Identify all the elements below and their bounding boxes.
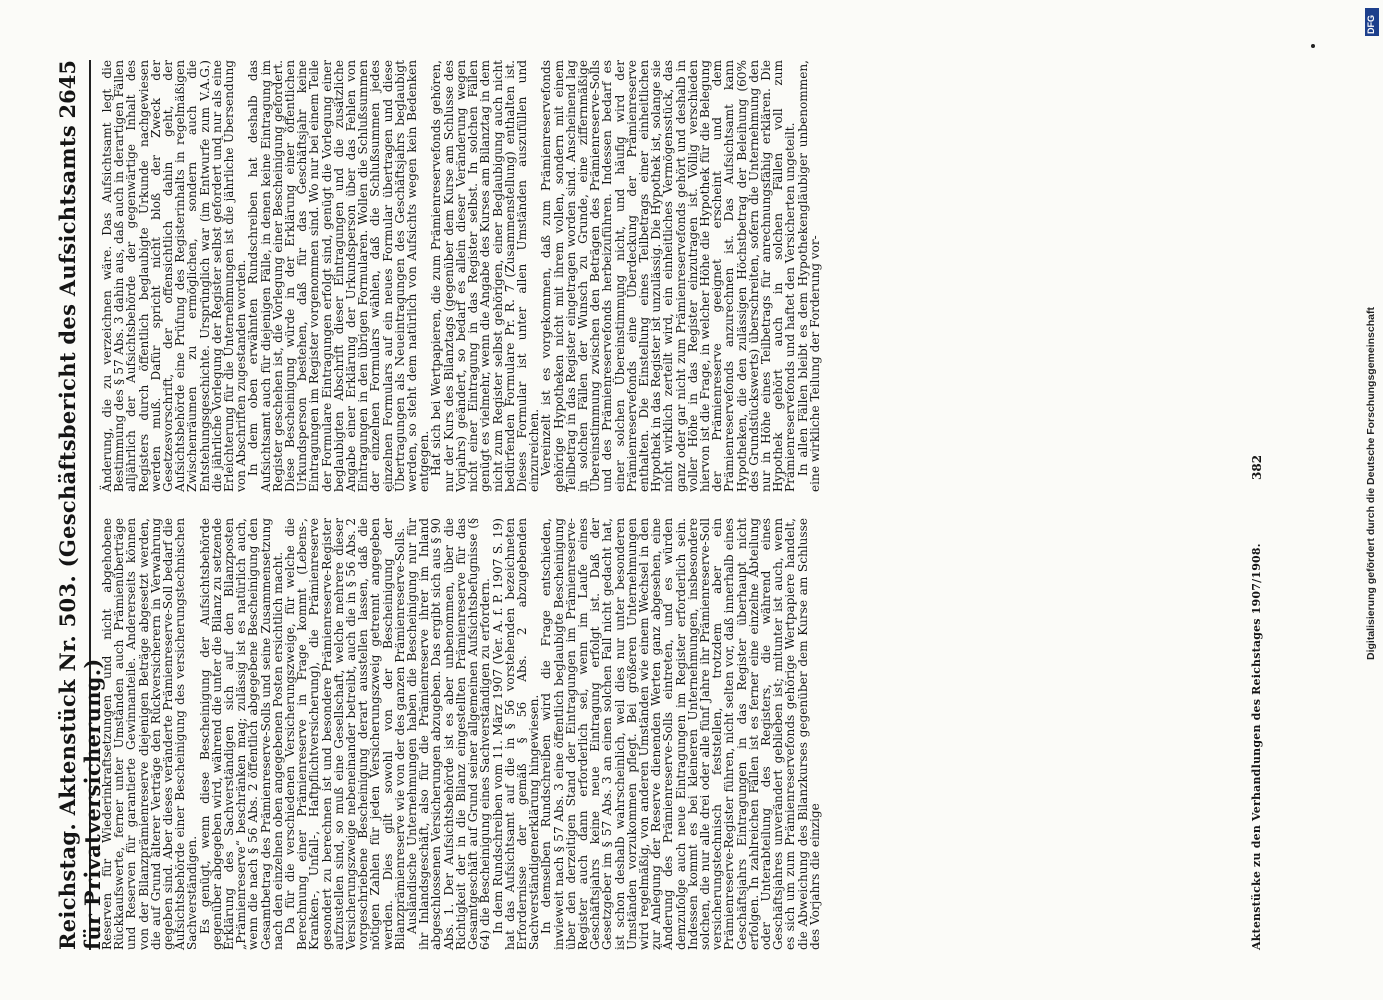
paragraph: Es genügt, wenn diese Bescheinigung der Aufsichtsbehörde gegenüber abgegeben wird, während die unter die Bilanz zu setzende Erklärung des Sachverständigen sich auf den Bilanzposten „Prämienreserve“ beschränken mag; zulässig ist es natürlich auch, wenn die nach § 56 Abs. 2 öffentlich abgegebene Bescheinigung den Gesamtbetrag des Prämienreserve-Solls und seine Zusammensetzung nach den einzelnen oben angegebenen Posten ersichtlich macht. <box>197 518 285 950</box>
paragraph: Vereinzelt ist es vorgekommen, daß zum Prämienreservefonds gehörige Hypotheken nicht mit ihrem vollen, sondern mit einem Teilbetrag in das Register eingetragen worden sind. Anscheinend lag in solchen Fällen der Wunsch zu Grunde, eine ziffernmäßige Übereinstimmung zwischen den Beträgen des Prämienreserve-Solls und des Prämienreservefonds herbeizuführen. Indessen bedarf es einer solchen Übereinstimmung nicht, und häufig wird der Prämienreservefonds eine Überdeckung der Prämienreserve enthalten. Die Einstellung eines Teilbetrags einer einheitlichen Hypothek in das Register ist unzulässig. Die Hypothek ist, solange sie nicht wirklich zerteilt wird, ein einheitliches Vermögensstück, das ganz oder gar nicht zum Prämienreservefonds gehört und deshalb in voller Höhe in das Register einzutragen ist. Völlig verschieden hiervon ist die Frage, in welcher Höhe die Hypothek für die Belegung der Prämienreserve geeignet erscheint und dem Prämienreservefonds anzurechnen ist. Das Aufsichtsamt kann Hypotheken, die den zulässigen Höchstbetrag der Beleihung (60% des Grundstückswerts) überschreiten, sofern die Unternehmung den nur in Höhe eines Teilbetrags für anrechnungsfähig erklären. Die Hypothek gehört auch in solchen Fällen voll zum Prämienreservefonds und haftet den Versicherten ungeteilt. <box>539 60 798 492</box>
paragraph: Änderung, die zu verzeichnen wäre. Das Aufsichtsamt legt die Bestimmung des § 57 Abs. 3 dahin aus, daß auch in derartigen Fällen alljährlich der Aufsichtsbehörde der gegenwärtige Inhalt des Registers durch öffentlich beglaubigte Urkunde nachgewiesen werden muß. Dafür spricht nicht bloß der Zweck der Gesetzesvorschrift, der offensichtlich dahin geht, der Aufsichtsbehörde eine Prüfung des Registerinhalts in regelmäßigen Zwischenräumen zu ermöglichen, sondern auch die Entstehungsgeschichte. Ursprünglich war (im Entwurfe zum V.A.G.) die jährliche Vorlegung der Register selbst gefordert und nur als eine Erleichterung für die Unternehmungen ist die jährliche Übersendung von Abschriften zugestanden worden. <box>100 60 249 492</box>
paragraph: Ausländische Unternehmungen haben die Bescheinigung nur für ihr Inlandsgeschäft, also für die Prämienreserve ihrer im Inland abgeschlossenen Versicherungen abzugeben. Das ergibt sich aus § 90 Abs. 1. Der Aufsichtsbehörde ist es aber unbenommen, über die Richtigkeit der in die Bilanz eingestellten Prämienreserve für das Gesamtgeschäft auf Grund seiner allgemeinen Aufsichtsbefugnisse (§ 64) die Bescheinigung eines Sachverständigen zu erfordern. <box>405 518 493 950</box>
paragraph: In dem Rundschreiben vom 11. März 1907 (Ver. A. f. P. 1907 S. 19) hat das Aufsichtsamt auf die in § 56 vorstehenden bezeichneten Erfordernisse der gemäß § 56 Abs. 2 abzugebenden Sachverständigenerklärung hingewiesen. <box>490 518 542 950</box>
paragraph: In demselben Rundschreiben wird die Frage entschieden, inwieweit nach § 57 Abs. 3 eine öffentlich beglaubigte Bescheinigung über den derzeitigen Stand der Eintragungen im Prämienreserve-Register auch dann erforderlich sei, wenn im Laufe eines Geschäftsjahrs keine neue Eintragung erfolgt ist. Daß der Gesetzgeber im § 57 Abs. 3 an einen solchen Fall nicht gedacht hat, ist schon deshalb wahrscheinlich, weil dies nur unter besonderen Umständen vorzukommen pflegt. Bei größeren Unternehmungen wird regelmäßig, von anderen Umständen wie einem Wechsel in den zur Anlegung der Reserve dienenden Werten ganz abgesehen, eine Änderung des Prämienreserve-Solls eintreten, und es würden demzufolge auch neue Eintragungen im Register erforderlich sein. Indessen kommt es bei kleineren Unternehmungen, insbesondere solchen, die nur alle drei oder alle fünf Jahre ihr Prämienreserve-Soll versicherungstechnisch feststellen, trotzdem aber ein Prämienreserve-Register führen, nicht selten vor, daß innerhalb eines Geschäftsjahrs Eintragungen in das Register überhaupt nicht erfolgen. In zahlreichen Fällen ist es ferner eine einzelne Abteilung oder Unterabteilung des Registers, die während eines Geschäftsjahres unverändert geblieben ist; mitunter ist auch, wenn es sich um zum Prämienreservefonds gehörige Wertpapiere handelt, die Abweichung des Bilanzkurses gegenüber dem Kurse am Schlusse des Vorjahrs die einzige <box>539 518 822 950</box>
paragraph: Hat sich bei Wertpapieren, die zum Prämienreservefonds gehören, nur der Kurs des Bilanztags (gegenüber dem Kurse am Schlusse des Vorjahrs) geändert, so bedarf es allein dieser Veränderung wegen nicht einer Eintragung in das Register selbst. In solchen Fällen genügt es vielmehr, wenn die Angabe des Kurses am Bilanztag in dem nicht zum Register selbst gehörigen, einer Beglaubigung auch nicht bedürfenden Formulare Pr. R. 7 (Zusammenstellung) enthalten ist. Dieses Formular ist unter allen Umständen auszufüllen und einzureichen. <box>429 60 542 492</box>
paragraph: Reserven für Wiederinkraftsetzungen und nicht abgehobene Rückkaufswerte, ferner unter Umständen auch Prämienüberträge und Reserven für garantierte Gewinnanteile. Andererseits können von der Bilanzprämienreserve diejenigen Beträge abgesetzt werden, die auf Grund älterer Verträge den Rückversicherern in Verwahrung gegeben sind. Aber dieses veränderte Prämienreserve-Soll bedarf die Aufsichtsbehörde einer Bescheinigung des versicherungstechnischen Sachverständigen. <box>100 518 200 950</box>
text-column-right <box>101 60 821 492</box>
footer-source: Aktenstücke zu den Verhandlungen des Reichstages 1907/1908. <box>1250 543 1263 950</box>
footer-sheet-number: 382 <box>1250 454 1264 480</box>
header-page-number: 2645 <box>55 60 80 119</box>
dfg-logo <box>1365 8 1379 36</box>
text-column-left <box>101 518 821 950</box>
rotated-document <box>55 60 1305 950</box>
header-title: Reichstag. Aktenstück Nr. 503. (Geschäftsbericht des Aufsichtsamts für Privatversicherung.) <box>55 124 105 950</box>
paragraph: In dem oben erwähnten Rundschreiben hat deshalb das Aufsichtsamt auch für diejenigen Fälle, in denen keine Eintragung im Register geschehen ist, die Vorlegung einer Bescheinigung gefordert. Diese Bescheinigung würde in der Erklärung einer öffentlichen Urkundsperson bestehen, daß für das Geschäftsjahr keine Eintragungen im Register vorgenommen sind. Wo nur bei einem Teile der Formulare Eintragungen erfolgt sind, genügt die Vorlegung einer beglaubigten Abschrift dieser Eintragungen und die zusätzliche Angabe einer Erklärung der Urkundsperson über das Fehlen von Eintragungen in den übrigen Formularen. Wollen die Schlußsummen der einzelnen Formulars wählen, daß die Schlußsummen jedes einzelnen Formulars auf ein neues Formular übertragen und diese Übertragungen als Neueintragungen des Geschäftsjahrs beglaubigt werden, so steht dem natürlich von Aufsichts wegen kein Bedenken entgegen. <box>246 60 432 492</box>
dfg-logo-text: DFG <box>1366 15 1376 34</box>
paragraph: Da für die verschiedenen Versicherungszweige, für welche die Berechnung einer Prämienreserve in Frage kommt (Lebens-, Kranken-, Unfall-, Haftpflichtversicherung), die Prämienreserve gesondert zu berechnen ist und besondere Prämienreserve-Register aufzustellen sind, so muß eine Gesellschaft, welche mehrere dieser Versicherungszweige nebeneinander betreibt, auch die in § 56 Abs. 2 vorgeschriebene Bescheinigung derart ausstellen lassen, daß die nötigen Zahlen für jeden Versicherungszweig getrennt angegeben werden. Dies gilt sowohl von der Bescheinigung der Bilanzprämienreserve wie von der des ganzen Prämienreserve-Solls. <box>283 518 407 950</box>
digitization-note-strip <box>1363 40 1379 680</box>
scan-speck <box>1311 44 1315 48</box>
page-header <box>55 60 105 950</box>
digitization-note: Digitalisierung gefördert durch die Deutsche Forschungsgemeinschaft <box>1365 307 1377 660</box>
paragraph: In allen Fällen bleibt es dem Hypothekengläubiger unbenommen, eine wirkliche Teilung der Forderung vor- <box>795 60 822 492</box>
